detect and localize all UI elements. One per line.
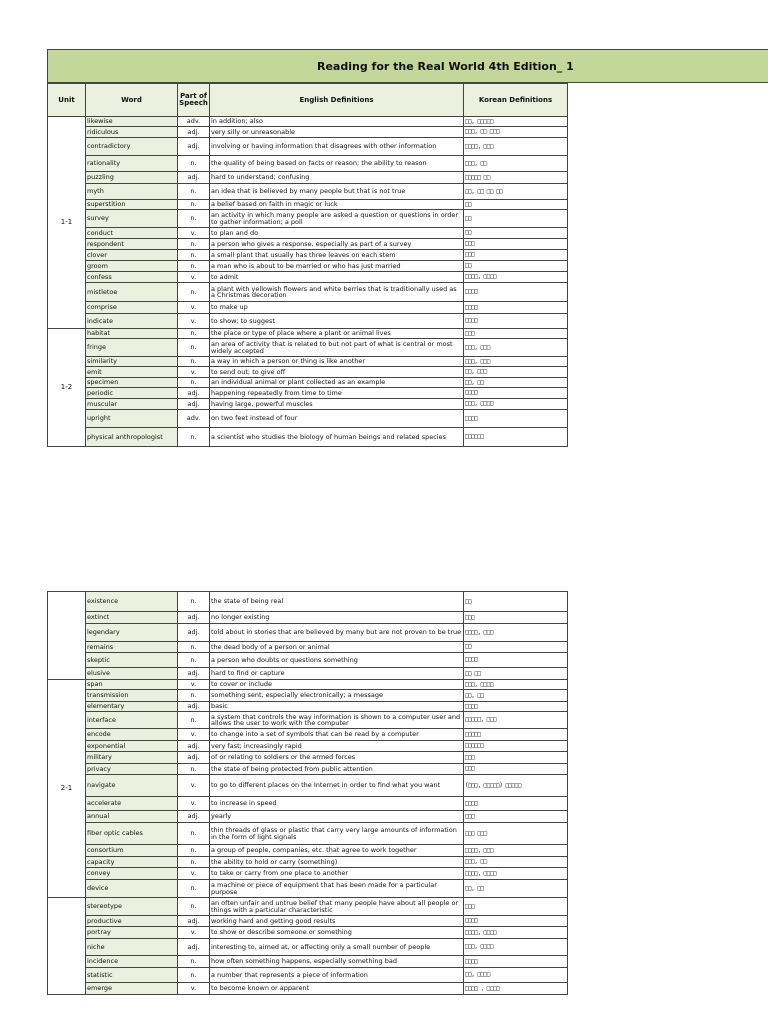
english-definition-cell: of or relating to soldiers or the armed forces	[210, 752, 464, 764]
english-definition-cell: the dead body of a person or animal	[210, 642, 464, 653]
korean-definition-cell: □□□□□	[464, 729, 568, 741]
korean-definition-cell: □□□□, □□□	[464, 624, 568, 642]
pos-cell: adj.	[178, 939, 210, 956]
pos-cell: adj.	[178, 811, 210, 823]
table-row	[48, 916, 568, 927]
pos-cell: n.	[178, 642, 210, 653]
table-row	[48, 172, 568, 184]
pos-cell: adj.	[178, 741, 210, 752]
pos-cell: v.	[178, 228, 210, 239]
pos-cell: n.	[178, 898, 210, 916]
english-definition-cell: to plan and do	[210, 228, 464, 239]
pos-cell: v.	[178, 367, 210, 378]
word-cell: accelerate	[86, 797, 178, 811]
english-definition-cell: a way in which a person or thing is like another	[210, 357, 464, 367]
english-definition-cell: to change into a set of symbols that can be read by a computer	[210, 729, 464, 741]
pos-cell: adv.	[178, 117, 210, 127]
word-cell: statistic	[86, 968, 178, 983]
english-definition-cell: a machine or piece of equipment that has been made for a particular purpose	[210, 880, 464, 898]
korean-definition-cell: □□, □□	[464, 690, 568, 702]
word-cell: clover	[86, 250, 178, 261]
title-bar	[47, 49, 768, 83]
table-row	[48, 283, 568, 302]
pos-cell: adv.	[178, 410, 210, 428]
english-definition-cell: to take or carry from one place to another	[210, 868, 464, 880]
pos-cell: n.	[178, 378, 210, 388]
word-cell: specimen	[86, 378, 178, 388]
word-cell: legendary	[86, 624, 178, 642]
korean-definition-cell: □□□□	[464, 956, 568, 968]
english-definition-cell: a belief based on faith in magic or luck	[210, 200, 464, 210]
english-definition-cell: a man who is about to be married or who has just married	[210, 261, 464, 272]
pos-cell: n.	[178, 653, 210, 668]
word-cell: emerge	[86, 983, 178, 995]
english-definition-cell: to send out; to give off	[210, 367, 464, 378]
english-definition-cell: a small plant that usually has three leaves on each stem	[210, 250, 464, 261]
korean-definition-cell: □□□, □□□□	[464, 399, 568, 410]
pos-cell: n.	[178, 210, 210, 228]
english-definition-cell: no longer existing	[210, 612, 464, 624]
word-cell: consortium	[86, 845, 178, 857]
pos-cell: n.	[178, 823, 210, 845]
pos-cell: n.	[178, 261, 210, 272]
table-row	[48, 184, 568, 200]
word-cell: extinct	[86, 612, 178, 624]
table-row	[48, 741, 568, 752]
table-row	[48, 357, 568, 367]
word-cell: military	[86, 752, 178, 764]
english-definition-cell: a number that represents a piece of information	[210, 968, 464, 983]
pos-cell: n.	[178, 845, 210, 857]
korean-definition-cell: □□□□, □□□□	[464, 927, 568, 939]
korean-definition-cell: □□□, □□□	[464, 339, 568, 357]
table-row	[48, 868, 568, 880]
korean-definition-cell: □□, □□ □□ □□	[464, 184, 568, 200]
korean-definition-cell: □□, □□□	[464, 367, 568, 378]
pos-cell: n.	[178, 592, 210, 612]
table-row	[48, 367, 568, 378]
korean-definition-cell: □□, □□□□	[464, 968, 568, 983]
table-row	[48, 857, 568, 868]
korean-definition-cell: □□□ □□□	[464, 823, 568, 845]
english-definition-cell: the quality of being based on facts or reason; the ability to reason	[210, 156, 464, 172]
word-cell: contradictory	[86, 138, 178, 156]
table-row	[48, 127, 568, 138]
korean-definition-cell: □□ □□	[464, 668, 568, 680]
korean-definition-cell: □□□	[464, 612, 568, 624]
pos-cell: n.	[178, 250, 210, 261]
word-cell: respondent	[86, 239, 178, 250]
sheet-title: Reading for the Real World 4th Edition_ 1	[317, 60, 574, 73]
word-cell: navigate	[86, 775, 178, 797]
english-definition-cell: involving or having information that disagrees with other information	[210, 138, 464, 156]
word-cell: emit	[86, 367, 178, 378]
word-cell: physical anthropologist	[86, 428, 178, 447]
korean-definition-cell: (□□□, □□□□□) □□□□□	[464, 775, 568, 797]
english-definition-cell: thin threads of glass or plastic that carry very large amounts of information in the form of light signals	[210, 823, 464, 845]
korean-definition-cell: □□□	[464, 752, 568, 764]
pos-cell: adj.	[178, 624, 210, 642]
unit-cell: 1-1	[48, 117, 86, 329]
english-definition-cell: a scientist who studies the biology of human beings and related species	[210, 428, 464, 447]
korean-definition-cell: □□□□□ □□	[464, 172, 568, 184]
word-cell: myth	[86, 184, 178, 200]
pos-cell: adj.	[178, 916, 210, 927]
pos-cell: n.	[178, 956, 210, 968]
pos-cell: n.	[178, 857, 210, 868]
korean-definition-cell: □□□	[464, 250, 568, 261]
table-row	[48, 956, 568, 968]
table-row	[48, 880, 568, 898]
korean-definition-cell: □□□□	[464, 302, 568, 314]
korean-definition-cell: □□□□	[464, 916, 568, 927]
word-cell: portray	[86, 927, 178, 939]
header-pos: Part of Speech	[178, 84, 210, 117]
english-definition-cell: a group of people, companies, etc. that agree to work together	[210, 845, 464, 857]
korean-definition-cell: □□□	[464, 764, 568, 775]
word-cell: confess	[86, 272, 178, 283]
table-row	[48, 250, 568, 261]
table-row	[48, 983, 568, 995]
pos-cell: adj.	[178, 399, 210, 410]
word-cell: rationality	[86, 156, 178, 172]
pos-cell: v.	[178, 868, 210, 880]
table-row	[48, 428, 568, 447]
table-row	[48, 642, 568, 653]
korean-definition-cell: □□□, □□□□	[464, 680, 568, 690]
english-definition-cell: happening repeatedly from time to time	[210, 388, 464, 399]
english-definition-cell: to show; to suggest	[210, 314, 464, 329]
table-row	[48, 329, 568, 339]
korean-definition-cell: □□	[464, 592, 568, 612]
pos-cell: n.	[178, 156, 210, 172]
english-definition-cell: to make up	[210, 302, 464, 314]
pos-cell: adj.	[178, 752, 210, 764]
pos-cell: n.	[178, 764, 210, 775]
korean-definition-cell: □□□	[464, 329, 568, 339]
english-definition-cell: a person who doubts or questions something	[210, 653, 464, 668]
pos-cell: v.	[178, 680, 210, 690]
table-row	[48, 612, 568, 624]
word-cell: survey	[86, 210, 178, 228]
korean-definition-cell: □□□□	[464, 388, 568, 399]
word-cell: existence	[86, 592, 178, 612]
table-row	[48, 228, 568, 239]
english-definition-cell: very fast; increasingly rapid	[210, 741, 464, 752]
korean-definition-cell: □□□	[464, 239, 568, 250]
word-cell: device	[86, 880, 178, 898]
pos-cell: v.	[178, 983, 210, 995]
pos-cell: n.	[178, 329, 210, 339]
word-cell: fringe	[86, 339, 178, 357]
english-definition-cell: an often unfair and untrue belief that many people have about all people or things with a particular characteristic	[210, 898, 464, 916]
english-definition-cell: to cover or include	[210, 680, 464, 690]
korean-definition-cell: □□□□□□	[464, 741, 568, 752]
word-cell: periodic	[86, 388, 178, 399]
header-english: English Definitions	[210, 84, 464, 117]
table-row	[48, 272, 568, 283]
korean-definition-cell: □□□□□□	[464, 428, 568, 447]
unit-cell	[48, 592, 86, 680]
word-cell: muscular	[86, 399, 178, 410]
table-row	[48, 156, 568, 172]
english-definition-cell: yearly	[210, 811, 464, 823]
pos-cell: v.	[178, 797, 210, 811]
word-cell: encode	[86, 729, 178, 741]
english-definition-cell: the place or type of place where a plant or animal lives	[210, 329, 464, 339]
english-definition-cell: something sent, especially electronically; a message	[210, 690, 464, 702]
pos-cell: v.	[178, 775, 210, 797]
pos-cell: adj.	[178, 172, 210, 184]
english-definition-cell: to admit	[210, 272, 464, 283]
word-cell: convey	[86, 868, 178, 880]
korean-definition-cell: □□□, □□□□	[464, 939, 568, 956]
english-definition-cell: an activity in which many people are asked a question or questions in order to gather information; a poll	[210, 210, 464, 228]
unit-cell: 2-1	[48, 680, 86, 898]
pos-cell: n.	[178, 690, 210, 702]
table-row	[48, 702, 568, 712]
table-row	[48, 823, 568, 845]
table-row	[48, 775, 568, 797]
korean-definition-cell: □□□, □□	[464, 857, 568, 868]
pos-cell: n.	[178, 357, 210, 367]
korean-definition-cell: □□	[464, 200, 568, 210]
korean-definition-cell: □□, □□□□□	[464, 117, 568, 127]
table-row	[48, 712, 568, 729]
english-definition-cell: an idea that is believed by many people but that is not true	[210, 184, 464, 200]
pos-cell: n.	[178, 968, 210, 983]
word-cell: superstition	[86, 200, 178, 210]
word-cell: remains	[86, 642, 178, 653]
korean-definition-cell: □□	[464, 228, 568, 239]
word-cell: elusive	[86, 668, 178, 680]
korean-definition-cell: □□□	[464, 898, 568, 916]
header-korean: Korean Definitions	[464, 84, 568, 117]
table-row	[48, 388, 568, 399]
word-cell: productive	[86, 916, 178, 927]
vocabulary-table-1	[47, 83, 568, 447]
table-row	[48, 239, 568, 250]
english-definition-cell: basic	[210, 702, 464, 712]
table-row	[48, 729, 568, 741]
word-cell: niche	[86, 939, 178, 956]
korean-definition-cell: □□□□, □□□□	[464, 272, 568, 283]
table-row	[48, 399, 568, 410]
pos-cell: n.	[178, 283, 210, 302]
word-cell: indicate	[86, 314, 178, 329]
word-cell: incidence	[86, 956, 178, 968]
word-cell: skeptic	[86, 653, 178, 668]
table-row	[48, 314, 568, 329]
word-cell: puzzling	[86, 172, 178, 184]
word-cell: interface	[86, 712, 178, 729]
korean-definition-cell: □□, □□	[464, 880, 568, 898]
pos-cell: adj.	[178, 138, 210, 156]
word-cell: privacy	[86, 764, 178, 775]
word-cell: fiber optic cables	[86, 823, 178, 845]
word-cell: similarity	[86, 357, 178, 367]
english-definition-cell: a person who gives a response, especially as part of a survey	[210, 239, 464, 250]
english-definition-cell: the ability to hold or carry (something)	[210, 857, 464, 868]
table-row	[48, 797, 568, 811]
english-definition-cell: the state of being real	[210, 592, 464, 612]
header-row	[48, 84, 568, 117]
korean-definition-cell: □□□, □□ □□□	[464, 127, 568, 138]
english-definition-cell: to increase in speed	[210, 797, 464, 811]
word-cell: exponential	[86, 741, 178, 752]
pos-cell: adj.	[178, 388, 210, 399]
english-definition-cell: how often something happens, especially something bad	[210, 956, 464, 968]
korean-definition-cell: □□□□	[464, 410, 568, 428]
korean-definition-cell: □□□□□, □□□	[464, 712, 568, 729]
english-definition-cell: a system that controls the way information is shown to a computer user and allows the user to work with the computer	[210, 712, 464, 729]
word-cell: likewise	[86, 117, 178, 127]
english-definition-cell: on two feet instead of four	[210, 410, 464, 428]
table-row	[48, 261, 568, 272]
korean-definition-cell: □□, □□	[464, 378, 568, 388]
table-row	[48, 210, 568, 228]
table-row	[48, 592, 568, 612]
header-word: Word	[86, 84, 178, 117]
korean-definition-cell: □□□□ , □□□□	[464, 983, 568, 995]
pos-cell: adj.	[178, 668, 210, 680]
word-cell: stereotype	[86, 898, 178, 916]
table-row	[48, 939, 568, 956]
pos-cell: n.	[178, 184, 210, 200]
english-definition-cell: to show or describe someone or something	[210, 927, 464, 939]
word-cell: capacity	[86, 857, 178, 868]
english-definition-cell: an area of activity that is related to but not part of what is central or most widely accepted	[210, 339, 464, 357]
word-cell: comprise	[86, 302, 178, 314]
unit-cell: 1-2	[48, 329, 86, 447]
korean-definition-cell: □□□□	[464, 702, 568, 712]
pos-cell: v.	[178, 927, 210, 939]
table-row	[48, 927, 568, 939]
english-definition-cell: hard to find or capture	[210, 668, 464, 680]
vocabulary-table-2	[47, 591, 568, 995]
pos-cell: n.	[178, 339, 210, 357]
pos-cell: v.	[178, 314, 210, 329]
word-cell: conduct	[86, 228, 178, 239]
table-row	[48, 624, 568, 642]
korean-definition-cell: □□□□, □□□	[464, 845, 568, 857]
english-definition-cell: an individual animal or plant collected as an example	[210, 378, 464, 388]
table-row	[48, 845, 568, 857]
english-definition-cell: in addition; also	[210, 117, 464, 127]
word-cell: upright	[86, 410, 178, 428]
table-row	[48, 680, 568, 690]
korean-definition-cell: □□□□	[464, 314, 568, 329]
table-row	[48, 302, 568, 314]
pos-cell: n.	[178, 428, 210, 447]
english-definition-cell: told about in stories that are believed by many but are not proven to be true	[210, 624, 464, 642]
english-definition-cell: the state of being protected from public attention	[210, 764, 464, 775]
english-definition-cell: having large, powerful muscles	[210, 399, 464, 410]
table-row	[48, 378, 568, 388]
pos-cell: n.	[178, 712, 210, 729]
pos-cell: adj.	[178, 612, 210, 624]
english-definition-cell: to become known or apparent	[210, 983, 464, 995]
table-row	[48, 668, 568, 680]
korean-definition-cell: □□□□, □□□	[464, 138, 568, 156]
english-definition-cell: to go to different places on the Internet in order to find what you want	[210, 775, 464, 797]
english-definition-cell: hard to understand; confusing	[210, 172, 464, 184]
word-cell: transmission	[86, 690, 178, 702]
pos-cell: n.	[178, 239, 210, 250]
korean-definition-cell: □□□□	[464, 283, 568, 302]
korean-definition-cell: □□	[464, 210, 568, 228]
pos-cell: v.	[178, 302, 210, 314]
korean-definition-cell: □□□□, □□□□	[464, 868, 568, 880]
table-row	[48, 968, 568, 983]
pos-cell: adj.	[178, 127, 210, 138]
pos-cell: v.	[178, 729, 210, 741]
table-row	[48, 200, 568, 210]
korean-definition-cell: □□□, □□	[464, 156, 568, 172]
pos-cell: v.	[178, 272, 210, 283]
korean-definition-cell: □□	[464, 261, 568, 272]
table-row	[48, 752, 568, 764]
korean-definition-cell: □□□□	[464, 797, 568, 811]
word-cell: groom	[86, 261, 178, 272]
word-cell: habitat	[86, 329, 178, 339]
korean-definition-cell: □□	[464, 642, 568, 653]
table-row	[48, 653, 568, 668]
table-row	[48, 811, 568, 823]
pos-cell: n.	[178, 200, 210, 210]
table-row	[48, 410, 568, 428]
table-row	[48, 138, 568, 156]
english-definition-cell: a plant with yellowish flowers and white berries that is traditionally used as a Christmas decoration	[210, 283, 464, 302]
korean-definition-cell: □□□, □□□	[464, 357, 568, 367]
table-row	[48, 764, 568, 775]
table-row	[48, 339, 568, 357]
unit-cell	[48, 898, 86, 995]
english-definition-cell: interesting to, aimed at, or affecting only a small number of people	[210, 939, 464, 956]
word-cell: span	[86, 680, 178, 690]
pos-cell: adj.	[178, 702, 210, 712]
english-definition-cell: very silly or unreasonable	[210, 127, 464, 138]
table-row	[48, 117, 568, 127]
table-row	[48, 690, 568, 702]
table-row	[48, 898, 568, 916]
pos-cell: n.	[178, 880, 210, 898]
header-unit: Unit	[48, 84, 86, 117]
korean-definition-cell: □□□□	[464, 653, 568, 668]
word-cell: elementary	[86, 702, 178, 712]
english-definition-cell: working hard and getting good results	[210, 916, 464, 927]
korean-definition-cell: □□□	[464, 811, 568, 823]
word-cell: mistletoe	[86, 283, 178, 302]
word-cell: ridiculous	[86, 127, 178, 138]
word-cell: annual	[86, 811, 178, 823]
